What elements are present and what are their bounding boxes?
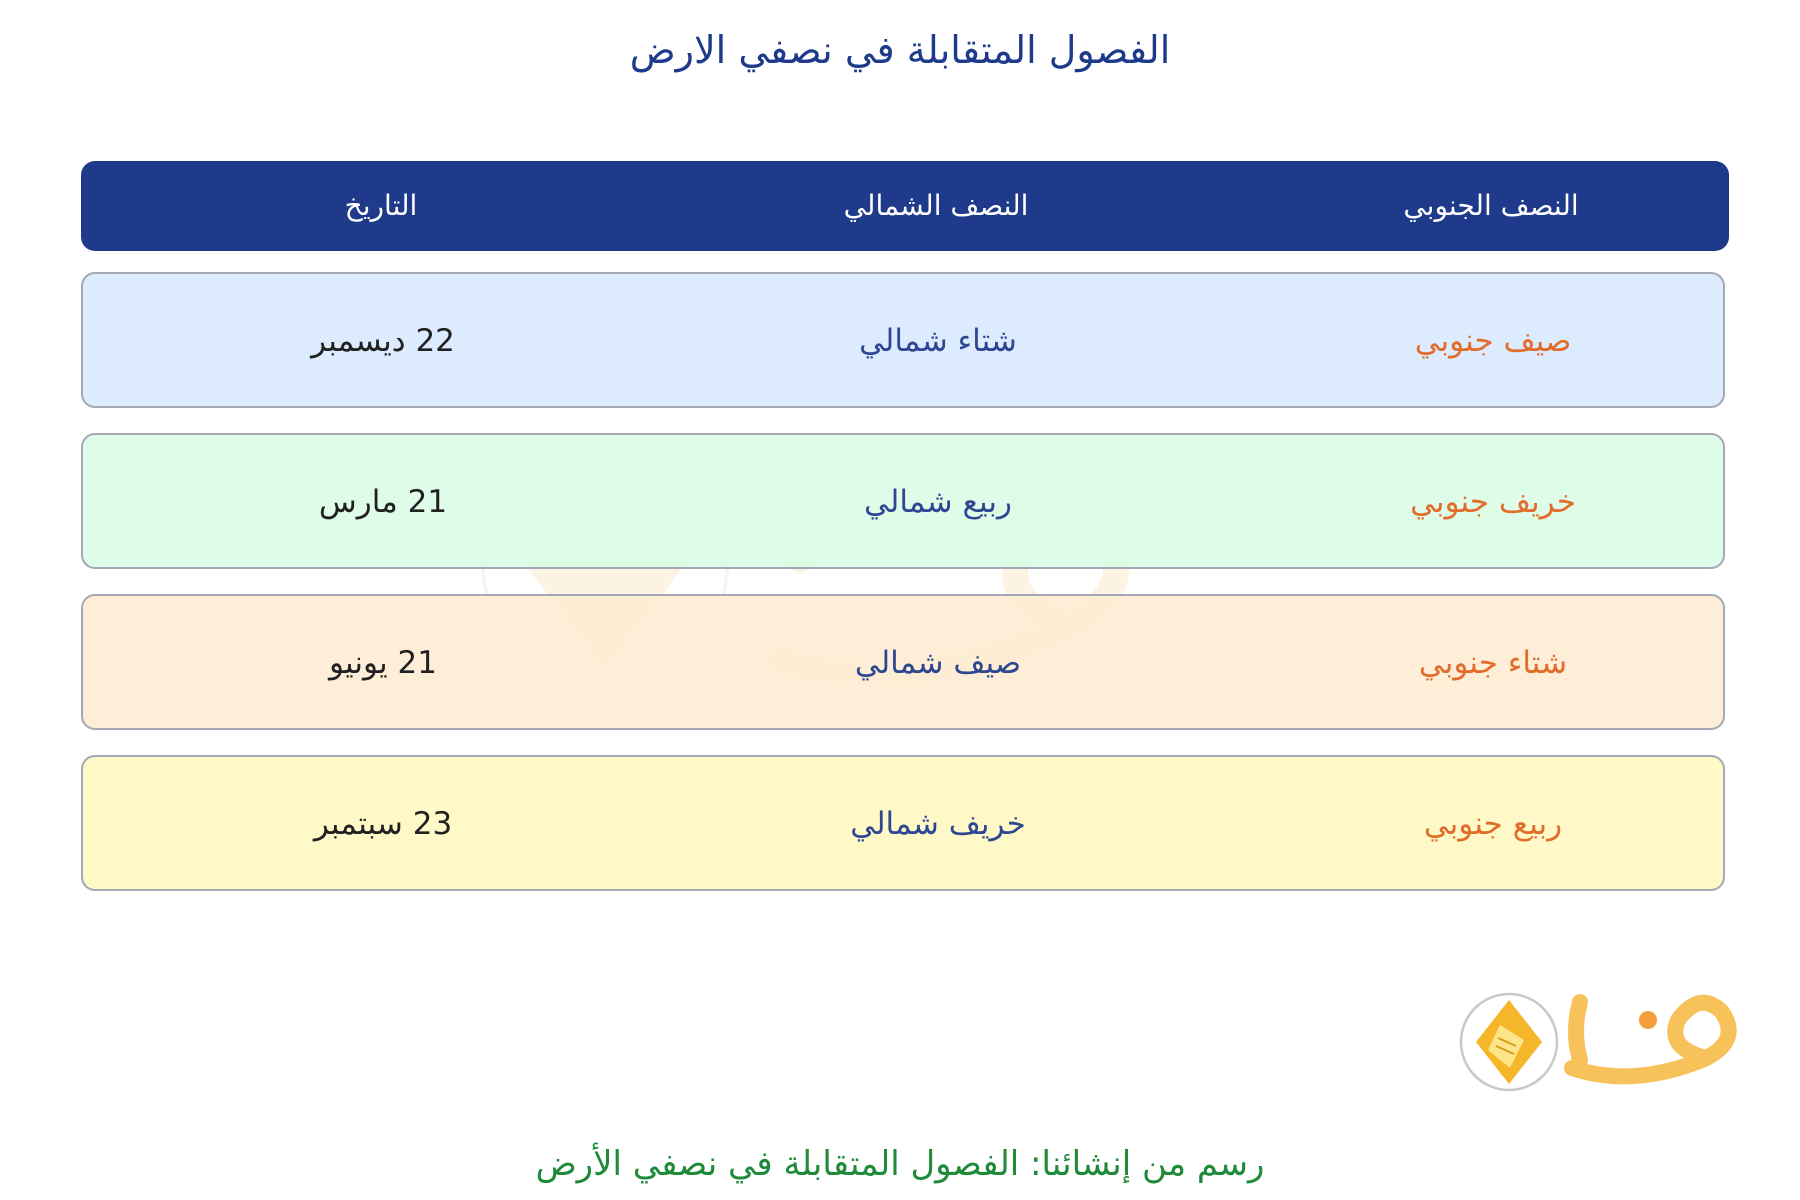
table-header <box>81 161 1729 251</box>
row-date: 21 يونيو <box>329 645 437 681</box>
table-row <box>81 594 1725 730</box>
header-south-hemisphere: النصف الجنوبي <box>1403 189 1579 222</box>
row-north-season: خريف شمالي <box>850 806 1026 842</box>
row-south-season: شتاء جنوبي <box>1418 645 1568 681</box>
page-title: الفصول المتقابلة في نصفي الارض <box>629 28 1171 72</box>
table-row <box>81 755 1725 891</box>
table-row <box>81 433 1725 569</box>
header-date: التاريخ <box>344 189 418 222</box>
row-north-season: ربيع شمالي <box>864 484 1012 520</box>
book-diamond-icon <box>1461 994 1557 1090</box>
row-north-season: صيف شمالي <box>854 645 1022 681</box>
row-north-season: شتاء شمالي <box>859 323 1017 359</box>
figure-caption: رسم من إنشائنا: الفصول المتقابلة في نصفي الأرض <box>535 1144 1265 1184</box>
row-date: 23 سبتمبر <box>313 806 453 842</box>
row-south-season: خريف جنوبي <box>1410 484 1576 520</box>
row-date: 22 ديسمبر <box>311 323 455 359</box>
row-south-season: ربيع جنوبي <box>1423 806 1563 842</box>
table-row <box>81 272 1725 408</box>
row-date: 21 مارس <box>318 484 448 520</box>
hulul-logo <box>1452 980 1762 1100</box>
row-south-season: صيف جنوبي <box>1414 323 1572 359</box>
header-north-hemisphere: النصف الشمالي <box>843 189 1029 222</box>
